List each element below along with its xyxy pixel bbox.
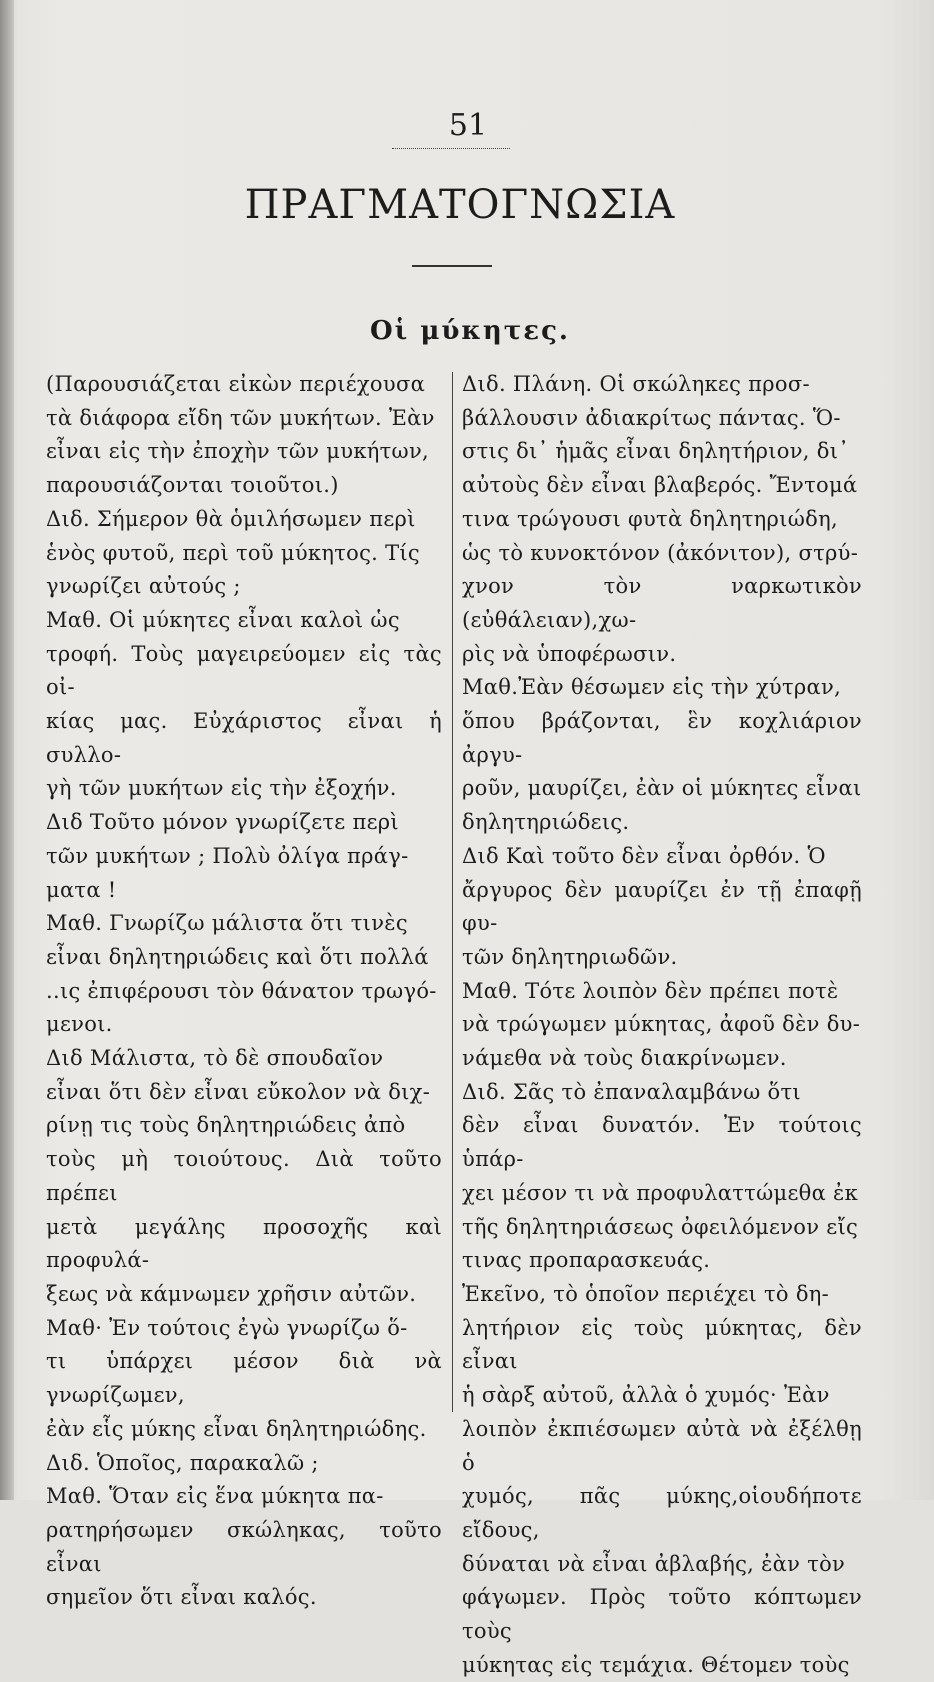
section-title: ΠΡΑΓΜΑΤΟΓΝΩΣΙΑ xyxy=(244,182,676,228)
text-line: λητήριον εἰς τοὺς μύκητας, δὲν εἶναι xyxy=(462,1315,862,1374)
text-line: Ἐκεῖνο, τὸ ὁποῖον περιέχει τὸ δη- xyxy=(462,1281,830,1306)
text-line: Μαθ. Τότε λοιπὸν δὲν πρέπει ποτὲ xyxy=(462,978,839,1003)
text-line: Μαθ. Γνωρίζω μάλιστα ὅτι τινὲς xyxy=(46,911,408,936)
text-line: εἶναι δηλητηριώδεις καὶ ὅτι πολλά xyxy=(46,944,429,969)
text-line: τι ὑπάρχει μέσον διὰ νὰ γνωρίζωμεν, xyxy=(46,1349,442,1408)
text-line: χυμός, πᾶς μύκης,οἱουδήποτε εἴδους, xyxy=(462,1484,862,1542)
text-line: δὲν εἶναι δυνατόν. Ἐν τούτοις ὑπάρ- xyxy=(462,1113,862,1172)
text-line: βάλλουσιν ἀδιακρίτως πάντας. Ὅ- xyxy=(462,405,841,430)
text-line: χνον τὸν ναρκωτικὸν (εὐθάλειαν),χω- xyxy=(462,574,862,632)
text-line: ..ις ἐπιφέρουσι τὸν θάνατον τρωγό- xyxy=(46,978,437,1003)
text-line: στις δι᾽ ἡμᾶς εἶναι δηλητήριον, δι᾽ xyxy=(462,439,850,464)
text-line: εἶναι εἰς τὴν ἐποχὴν τῶν μυκήτων, xyxy=(46,439,430,464)
text-line: μύκητας εἰς τεμάχια. Θέτομεν τοὺς xyxy=(462,1652,850,1677)
text-line: τῆς δηλητηριάσεως ὀφειλόμενον εἴς xyxy=(462,1214,859,1239)
text-line: τινας προπαρασκευάς. xyxy=(462,1248,711,1273)
text-line: ὅπου βράζονται, ἓν κοχλιάριον ἀργυ- xyxy=(462,709,862,767)
text-line: ὡς τὸ κυνοκτόνον (ἀκόνιτον), στρύ- xyxy=(462,540,859,565)
text-line: ματα ! xyxy=(46,877,117,902)
text-line: Διδ Καὶ τοῦτο δὲν εἶναι ὀρθόν. Ὁ xyxy=(462,843,826,868)
text-line: σημεῖον ὅτι εἶναι καλός. xyxy=(46,1585,317,1610)
text-line: κίας μας. Εὐχάριστος εἶναι ἡ συλλο- xyxy=(46,709,442,767)
text-line: ἡ σὰρξ αὐτοῦ, ἀλλὰ ὁ χυμός· Ἐὰν xyxy=(462,1383,830,1408)
text-line: Διδ Τοῦτο μόνον γνωρίζετε περὶ xyxy=(46,810,399,835)
text-line: τροφή. Τοὺς μαγειρεύομεν εἰς τὰς οἰ- xyxy=(46,641,442,700)
text-line: Διδ. Σήμερον θὰ ὁμιλήσωμεν περὶ xyxy=(46,506,416,531)
text-line: τὰ διάφορα εἴδη τῶν μυκήτων. Ἐὰν xyxy=(46,405,435,430)
text-line: ροῦν, μαυρίζει, ἐὰν οἱ μύκητες εἶναι xyxy=(462,776,862,801)
text-line: τῶν μυκήτων ; Πολὺ ὀλίγα πράγ- xyxy=(46,843,409,868)
text-line: τοὺς μὴ τοιούτους. Διὰ τοῦτο πρέπει xyxy=(46,1147,442,1205)
text-line: τῶν δηλητηριωδῶν. xyxy=(462,944,678,969)
title-divider xyxy=(412,265,492,267)
text-line: Διδ Μάλιστα, τὸ δὲ σπουδαῖον xyxy=(46,1046,384,1071)
text-line: Μαθ.Ἐὰν θέσωμεν εἰς τὴν χύτραν, xyxy=(462,675,842,700)
text-line: ρὶς νὰ ὑποφέρωσιν. xyxy=(462,641,677,666)
text-line: δύναται νὰ εἶναι ἀβλαβής, ἐὰν τὸν xyxy=(462,1551,846,1576)
text-line: τινα τρώγουσι φυτὰ δηλητηριώδη, xyxy=(462,506,838,531)
text-line: Διδ. Ὁποῖος, παρακαλῶ ; xyxy=(46,1450,319,1475)
page-number: 51 xyxy=(448,108,488,143)
text-line: μενοι. xyxy=(46,1012,113,1037)
article-subtitle: Οἱ μύκητες. xyxy=(370,316,570,346)
page-binding-edge xyxy=(0,0,14,1500)
text-line: νὰ τρώγωμεν μύκητας, ἀφοῦ δὲν δυ- xyxy=(462,1012,861,1037)
right-column xyxy=(462,368,862,1682)
text-line: μετὰ μεγάλης προσοχῆς καὶ προφυλά- xyxy=(46,1214,442,1273)
text-line: ἐὰν εἷς μύκης εἶναι δηλητηριώδης. xyxy=(46,1416,427,1441)
left-column xyxy=(46,368,442,1615)
text-line: γὴ τῶν μυκήτων εἰς τὴν ἐξοχήν. xyxy=(46,776,397,801)
text-line: Διδ. Πλάνη. Οἱ σκώληκες προσ- xyxy=(462,372,810,396)
page-number-rule xyxy=(392,148,510,149)
text-line: δηλητηριώδεις. xyxy=(462,810,630,835)
text-line: ρατηρήσωμεν σκώληκας, τοῦτο εἶναι xyxy=(46,1517,442,1576)
text-line: νάμεθα νὰ τοὺς διακρίνωμεν. xyxy=(462,1046,787,1071)
text-line: γνωρίζει αὐτούς ; xyxy=(46,574,241,599)
text-line: ρίνῃ τις τοὺς δηλητηριώδεις ἀπὸ xyxy=(46,1113,406,1138)
text-line: Μαθ· Ἐν τούτοις ἐγὼ γνωρίζω ὅ- xyxy=(46,1315,408,1340)
text-line: λοιπὸν ἐκπιέσωμεν αὐτὰ νὰ ἐξέλθῃ ὁ xyxy=(462,1416,862,1475)
text-line: εἶναι ὅτι δὲν εἶναι εὔκολον νὰ διχ- xyxy=(46,1079,431,1104)
text-line: φάγωμεν. Πρὸς τοῦτο κόπτωμεν τοὺς xyxy=(462,1585,862,1644)
text-line: Μαθ. Ὅταν εἰς ἕνα μύκητα πα- xyxy=(46,1484,384,1509)
text-line: ξεως νὰ κάμνωμεν χρῆσιν αὐτῶν. xyxy=(46,1281,417,1306)
text-line: (Παρουσιάζεται εἰκὼν περιέχουσα xyxy=(46,372,426,396)
column-divider xyxy=(452,372,453,1412)
text-line: Διδ. Σᾶς τὸ ἐπαναλαμβάνω ὅτι xyxy=(462,1079,801,1104)
text-line: παρουσιάζονται τοιοῦτοι.) xyxy=(46,473,339,498)
text-line: Μαθ. Οἱ μύκητες εἶναι καλοὶ ὡς xyxy=(46,607,400,632)
text-line: ἑνὸς φυτοῦ, περὶ τοῦ μύκητος. Τίς xyxy=(46,540,420,565)
text-line: αὐτοὺς δὲν εἶναι βλαβερός. Ἔντομά xyxy=(462,473,858,498)
text-line: χει μέσον τι νὰ προφυλαττώμεθα ἐκ xyxy=(462,1180,859,1205)
text-line: ἄργυρος δὲν μαυρίζει ἐν τῇ ἐπαφῇ φυ- xyxy=(462,877,862,936)
